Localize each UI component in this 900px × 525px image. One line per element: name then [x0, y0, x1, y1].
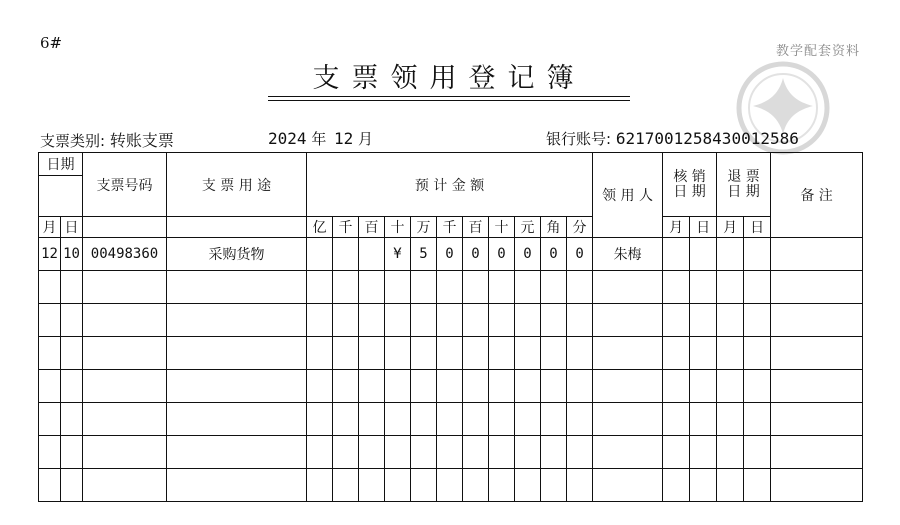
row-month	[39, 304, 61, 337]
row-purpose	[167, 304, 307, 337]
row-amount-digit	[307, 403, 333, 436]
row-amount-digit	[333, 271, 359, 304]
row-amount-digit	[411, 403, 437, 436]
row-amount-digit	[567, 304, 593, 337]
table-row	[39, 271, 863, 304]
row-amount-digit	[489, 271, 515, 304]
row-amount-digit	[307, 304, 333, 337]
row-amount-digit	[515, 469, 541, 502]
header-cheque-no: 支票号码	[83, 153, 167, 217]
row-amount-digit	[333, 304, 359, 337]
row-receiver	[593, 469, 663, 502]
row-amount-digit	[437, 271, 463, 304]
row-amount-digit	[437, 403, 463, 436]
row-amount-digit	[541, 271, 567, 304]
row-purpose	[167, 436, 307, 469]
row-writeoff-month	[663, 403, 690, 436]
row-refund-month	[717, 304, 744, 337]
header-refund-date	[717, 153, 771, 217]
row-day	[61, 370, 83, 403]
digit-header: 十	[385, 217, 411, 238]
row-month	[39, 469, 61, 502]
row-writeoff-month	[663, 271, 690, 304]
row-writeoff-month	[663, 238, 690, 271]
digit-header: 百	[359, 217, 385, 238]
row-month	[39, 370, 61, 403]
header-refund-month: 月	[717, 217, 744, 238]
register-year	[268, 128, 326, 149]
row-cheque-no	[83, 436, 167, 469]
row-amount-digit	[567, 337, 593, 370]
row-receiver	[593, 271, 663, 304]
digit-header: 十	[489, 217, 515, 238]
row-amount-digit	[489, 370, 515, 403]
row-writeoff-day	[690, 238, 717, 271]
row-month	[39, 403, 61, 436]
title-underline	[268, 100, 630, 101]
header-day: 日	[61, 217, 83, 238]
row-writeoff-month	[663, 469, 690, 502]
register-month	[334, 128, 373, 149]
row-amount-digit	[411, 337, 437, 370]
row-amount-digit	[541, 403, 567, 436]
row-amount-digit	[411, 370, 437, 403]
row-remark	[771, 337, 863, 370]
row-writeoff-day	[690, 403, 717, 436]
header-date-spacer	[39, 176, 83, 217]
row-amount-digit	[437, 436, 463, 469]
table-row	[39, 337, 863, 370]
row-amount-digit: 0	[437, 238, 463, 271]
row-amount-digit: ¥	[385, 238, 411, 271]
header-writeoff-line1: 核 销	[673, 168, 706, 185]
row-amount-digit	[463, 337, 489, 370]
cheque-type	[40, 128, 174, 151]
row-amount-digit	[333, 370, 359, 403]
row-amount-digit	[333, 436, 359, 469]
row-amount-digit	[515, 403, 541, 436]
row-cheque-no	[83, 370, 167, 403]
row-amount-digit	[359, 238, 385, 271]
header-receiver: 领 用 人	[593, 153, 663, 238]
row-amount-digit	[567, 370, 593, 403]
year-label: 年	[311, 130, 327, 148]
row-writeoff-day	[690, 370, 717, 403]
row-purpose	[167, 337, 307, 370]
row-amount-digit	[333, 238, 359, 271]
row-remark	[771, 436, 863, 469]
digit-header: 万	[411, 217, 437, 238]
header-purpose-spacer	[167, 217, 307, 238]
row-amount-digit	[359, 337, 385, 370]
row-amount-digit	[437, 370, 463, 403]
header-writeoff-line2: 日 期	[673, 183, 706, 200]
row-amount-digit: 0	[567, 238, 593, 271]
row-cheque-no: 00498360	[83, 238, 167, 271]
row-amount-digit	[463, 370, 489, 403]
row-amount-digit	[541, 436, 567, 469]
digit-header: 分	[567, 217, 593, 238]
digit-header: 角	[541, 217, 567, 238]
row-amount-digit	[515, 436, 541, 469]
row-amount-digit	[385, 403, 411, 436]
header-refund-line1: 退 票	[727, 168, 760, 185]
row-writeoff-day	[690, 436, 717, 469]
row-amount-digit: 0	[515, 238, 541, 271]
row-amount-digit	[359, 304, 385, 337]
row-amount-digit	[359, 436, 385, 469]
row-amount-digit	[307, 337, 333, 370]
header-purpose: 支 票 用 途	[167, 153, 307, 217]
row-amount-digit	[333, 469, 359, 502]
row-day	[61, 469, 83, 502]
row-amount-digit	[437, 469, 463, 502]
row-amount-digit	[307, 271, 333, 304]
digit-header: 元	[515, 217, 541, 238]
row-day	[61, 403, 83, 436]
row-writeoff-day	[690, 271, 717, 304]
row-writeoff-month	[663, 370, 690, 403]
row-amount-digit	[307, 370, 333, 403]
cheque-register-table	[38, 152, 863, 502]
row-amount-digit	[463, 304, 489, 337]
row-cheque-no	[83, 304, 167, 337]
header-date: 日期	[39, 153, 83, 176]
row-amount-digit	[385, 304, 411, 337]
row-day	[61, 304, 83, 337]
header-month: 月	[39, 217, 61, 238]
bank-account	[546, 128, 799, 149]
row-remark	[771, 370, 863, 403]
row-amount-digit	[515, 304, 541, 337]
row-amount-digit	[489, 403, 515, 436]
row-receiver: 朱梅	[593, 238, 663, 271]
header-amount: 预 计 金 额	[307, 153, 593, 217]
row-amount-digit	[437, 304, 463, 337]
row-receiver	[593, 403, 663, 436]
row-cheque-no	[83, 469, 167, 502]
row-amount-digit	[541, 337, 567, 370]
row-amount-digit	[437, 337, 463, 370]
header-writeoff-day: 日	[690, 217, 717, 238]
row-refund-month	[717, 469, 744, 502]
header-refund-day: 日	[744, 217, 771, 238]
row-amount-digit	[489, 337, 515, 370]
watermark-text: 教学配套资料	[775, 44, 860, 59]
row-refund-month	[717, 238, 744, 271]
cheque-type-value: 转账支票	[109, 131, 174, 150]
row-amount-digit	[463, 403, 489, 436]
header-cheque-no-spacer	[83, 217, 167, 238]
row-amount-digit	[515, 337, 541, 370]
row-refund-day	[744, 436, 771, 469]
row-amount-digit	[463, 469, 489, 502]
row-remark	[771, 403, 863, 436]
row-month	[39, 337, 61, 370]
row-writeoff-day	[690, 469, 717, 502]
row-amount-digit: 0	[463, 238, 489, 271]
row-purpose	[167, 370, 307, 403]
row-day	[61, 337, 83, 370]
row-writeoff-month	[663, 304, 690, 337]
row-amount-digit	[411, 469, 437, 502]
row-writeoff-month	[663, 436, 690, 469]
row-amount-digit	[359, 403, 385, 436]
header-writeoff-month: 月	[663, 217, 690, 238]
row-amount-digit	[541, 370, 567, 403]
row-amount-digit	[385, 271, 411, 304]
row-cheque-no	[83, 403, 167, 436]
row-amount-digit	[463, 271, 489, 304]
header-writeoff-date	[663, 153, 717, 217]
row-remark	[771, 238, 863, 271]
row-cheque-no	[83, 337, 167, 370]
row-writeoff-day	[690, 337, 717, 370]
row-amount-digit	[489, 469, 515, 502]
row-amount-digit: 0	[489, 238, 515, 271]
row-amount-digit	[567, 469, 593, 502]
table-row	[39, 436, 863, 469]
row-amount-digit	[515, 370, 541, 403]
row-refund-day	[744, 304, 771, 337]
row-amount-digit	[411, 436, 437, 469]
row-month	[39, 436, 61, 469]
title-underline	[268, 96, 630, 97]
bank-account-value: 6217001258430012586	[615, 129, 799, 148]
row-receiver	[593, 370, 663, 403]
row-amount-digit	[567, 436, 593, 469]
table-row	[39, 403, 863, 436]
row-writeoff-month	[663, 337, 690, 370]
digit-header: 亿	[307, 217, 333, 238]
row-receiver	[593, 436, 663, 469]
sheet-number: 6#	[40, 34, 63, 52]
row-amount-digit	[359, 370, 385, 403]
row-amount-digit	[567, 403, 593, 436]
row-amount-digit	[359, 469, 385, 502]
row-amount-digit: 5	[411, 238, 437, 271]
row-amount-digit	[307, 238, 333, 271]
row-receiver	[593, 304, 663, 337]
row-amount-digit	[489, 304, 515, 337]
cheque-type-label: 支票类别:	[40, 132, 106, 150]
year-value: 2024	[268, 129, 307, 148]
header-refund-line2: 日 期	[727, 183, 760, 200]
month-value: 12	[334, 129, 354, 148]
month-label: 月	[358, 130, 374, 148]
table-row	[39, 238, 863, 271]
row-refund-day	[744, 271, 771, 304]
digit-header: 百	[463, 217, 489, 238]
row-refund-month	[717, 403, 744, 436]
bank-account-label: 银行账号:	[546, 130, 612, 148]
row-refund-day	[744, 403, 771, 436]
row-amount-digit	[333, 337, 359, 370]
row-remark	[771, 271, 863, 304]
row-amount-digit	[463, 436, 489, 469]
digit-header: 千	[333, 217, 359, 238]
row-refund-month	[717, 271, 744, 304]
row-purpose: 采购货物	[167, 238, 307, 271]
row-day: 10	[61, 238, 83, 271]
row-purpose	[167, 403, 307, 436]
page-title: 支票领用登记簿	[312, 63, 586, 94]
row-amount-digit	[307, 436, 333, 469]
row-amount-digit	[359, 271, 385, 304]
row-cheque-no	[83, 271, 167, 304]
row-amount-digit	[541, 469, 567, 502]
row-amount-digit	[515, 271, 541, 304]
row-amount-digit	[489, 436, 515, 469]
header-remark: 备 注	[771, 153, 863, 238]
row-day	[61, 436, 83, 469]
row-remark	[771, 469, 863, 502]
table-row	[39, 469, 863, 502]
table-row	[39, 304, 863, 337]
row-amount-digit	[385, 337, 411, 370]
row-remark	[771, 304, 863, 337]
row-amount-digit	[307, 469, 333, 502]
row-refund-day	[744, 238, 771, 271]
row-amount-digit	[411, 304, 437, 337]
digit-header: 千	[437, 217, 463, 238]
row-amount-digit	[385, 469, 411, 502]
row-refund-day	[744, 370, 771, 403]
row-amount-digit	[411, 271, 437, 304]
row-refund-day	[744, 469, 771, 502]
row-receiver	[593, 337, 663, 370]
row-amount-digit: 0	[541, 238, 567, 271]
row-amount-digit	[385, 370, 411, 403]
row-amount-digit	[385, 436, 411, 469]
row-amount-digit	[541, 304, 567, 337]
row-day	[61, 271, 83, 304]
row-writeoff-day	[690, 304, 717, 337]
row-amount-digit	[567, 271, 593, 304]
row-purpose	[167, 469, 307, 502]
row-month: 12	[39, 238, 61, 271]
table-row	[39, 370, 863, 403]
row-purpose	[167, 271, 307, 304]
row-refund-month	[717, 436, 744, 469]
row-month	[39, 271, 61, 304]
row-refund-month	[717, 337, 744, 370]
row-refund-day	[744, 337, 771, 370]
row-amount-digit	[333, 403, 359, 436]
row-refund-month	[717, 370, 744, 403]
